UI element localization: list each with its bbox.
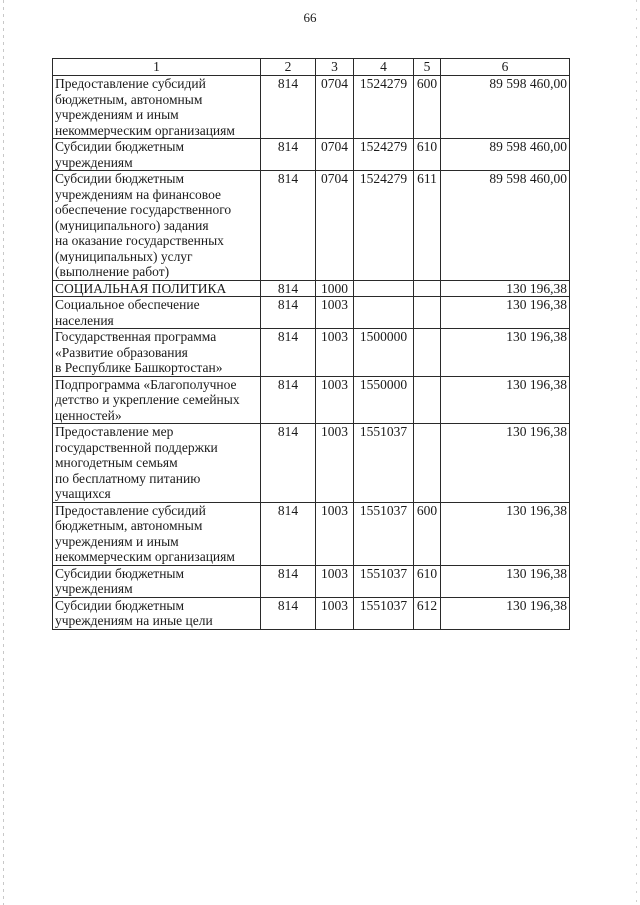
row-article-cell: 1551037	[354, 424, 414, 503]
row-sum-cell: 130 196,38	[441, 502, 570, 565]
row-type-cell: 611	[414, 171, 441, 281]
row-sum-cell: 89 598 460,00	[441, 76, 570, 139]
row-type-cell	[414, 297, 441, 329]
row-type-cell: 610	[414, 139, 441, 171]
row-type-cell	[414, 329, 441, 377]
row-section-cell: 1003	[316, 502, 354, 565]
row-section-cell: 1003	[316, 297, 354, 329]
row-name-cell: Государственная программа «Развитие образования в Республике Башкортостан»	[53, 329, 261, 377]
row-gr-cell: 814	[261, 76, 316, 139]
row-type-cell: 600	[414, 502, 441, 565]
row-article-cell: 1551037	[354, 565, 414, 597]
row-name-cell: Социальное обеспечение населения	[53, 297, 261, 329]
table-row	[53, 280, 570, 297]
row-article-cell	[354, 280, 414, 297]
row-gr-cell: 814	[261, 329, 316, 377]
row-section-cell: 1003	[316, 376, 354, 424]
row-type-cell	[414, 376, 441, 424]
row-sum-cell: 130 196,38	[441, 424, 570, 503]
header-col-1: 1	[53, 59, 261, 76]
row-gr-cell: 814	[261, 171, 316, 281]
table-row	[53, 502, 570, 565]
row-type-cell	[414, 424, 441, 503]
table-row	[53, 424, 570, 503]
header-col-2: 2	[261, 59, 316, 76]
row-sum-cell: 130 196,38	[441, 376, 570, 424]
row-article-cell: 1550000	[354, 376, 414, 424]
row-section-cell: 1003	[316, 597, 354, 629]
row-type-cell: 610	[414, 565, 441, 597]
row-gr-cell: 814	[261, 376, 316, 424]
row-name-cell: Субсидии бюджетным учреждениям на иные цели	[53, 597, 261, 629]
row-sum-cell: 89 598 460,00	[441, 139, 570, 171]
row-article-cell: 1524279	[354, 76, 414, 139]
row-sum-cell: 130 196,38	[441, 297, 570, 329]
row-sum-cell: 130 196,38	[441, 565, 570, 597]
table-header-row	[53, 59, 570, 76]
row-article-cell: 1551037	[354, 502, 414, 565]
row-name-cell: Подпрограмма «Благополучное детство и укрепление семейных ценностей»	[53, 376, 261, 424]
row-section-cell: 0704	[316, 171, 354, 281]
table-row	[53, 376, 570, 424]
table-row	[53, 76, 570, 139]
row-gr-cell: 814	[261, 139, 316, 171]
row-section-cell: 1003	[316, 565, 354, 597]
budget-table	[52, 58, 570, 630]
row-section-cell: 0704	[316, 76, 354, 139]
row-sum-cell: 89 598 460,00	[441, 171, 570, 281]
header-col-4: 4	[354, 59, 414, 76]
table-row	[53, 597, 570, 629]
row-section-cell: 0704	[316, 139, 354, 171]
row-name-cell: Предоставление субсидий бюджетным, автономным учреждениям и иным некоммерческим организациям	[53, 502, 261, 565]
row-gr-cell: 814	[261, 597, 316, 629]
row-name-cell: Субсидии бюджетным учреждениям	[53, 139, 261, 171]
row-name-cell: СОЦИАЛЬНАЯ ПОЛИТИКА	[53, 280, 261, 297]
header-col-6: 6	[441, 59, 570, 76]
row-section-cell: 1003	[316, 329, 354, 377]
table-row	[53, 139, 570, 171]
row-type-cell: 600	[414, 76, 441, 139]
scan-edge-right	[636, 0, 637, 905]
row-type-cell	[414, 280, 441, 297]
page-number: 66	[303, 10, 317, 25]
table-row	[53, 297, 570, 329]
row-gr-cell: 814	[261, 297, 316, 329]
row-gr-cell: 814	[261, 565, 316, 597]
row-article-cell: 1500000	[354, 329, 414, 377]
table-row	[53, 329, 570, 377]
row-gr-cell: 814	[261, 502, 316, 565]
row-sum-cell: 130 196,38	[441, 329, 570, 377]
row-article-cell: 1524279	[354, 139, 414, 171]
row-name-cell: Предоставление субсидий бюджетным, автономным учреждениям и иным некоммерческим организациям	[53, 76, 261, 139]
row-article-cell: 1524279	[354, 171, 414, 281]
header-col-5: 5	[414, 59, 441, 76]
row-sum-cell: 130 196,38	[441, 280, 570, 297]
row-name-cell: Субсидии бюджетным учреждениям на финансовое обеспечение государственного (муниципального) задания на оказание государственных (муниципальных) услуг (выполнение работ)	[53, 171, 261, 281]
header-col-3: 3	[316, 59, 354, 76]
row-article-cell	[354, 297, 414, 329]
row-gr-cell: 814	[261, 280, 316, 297]
table-row	[53, 171, 570, 281]
row-article-cell: 1551037	[354, 597, 414, 629]
row-gr-cell: 814	[261, 424, 316, 503]
row-sum-cell: 130 196,38	[441, 597, 570, 629]
row-section-cell: 1000	[316, 280, 354, 297]
row-name-cell: Предоставление мер государственной поддержки многодетным семьям по бесплатному питанию учащихся	[53, 424, 261, 503]
row-section-cell: 1003	[316, 424, 354, 503]
scan-edge-left	[3, 0, 4, 905]
row-type-cell: 612	[414, 597, 441, 629]
row-name-cell: Субсидии бюджетным учреждениям	[53, 565, 261, 597]
table-row	[53, 565, 570, 597]
